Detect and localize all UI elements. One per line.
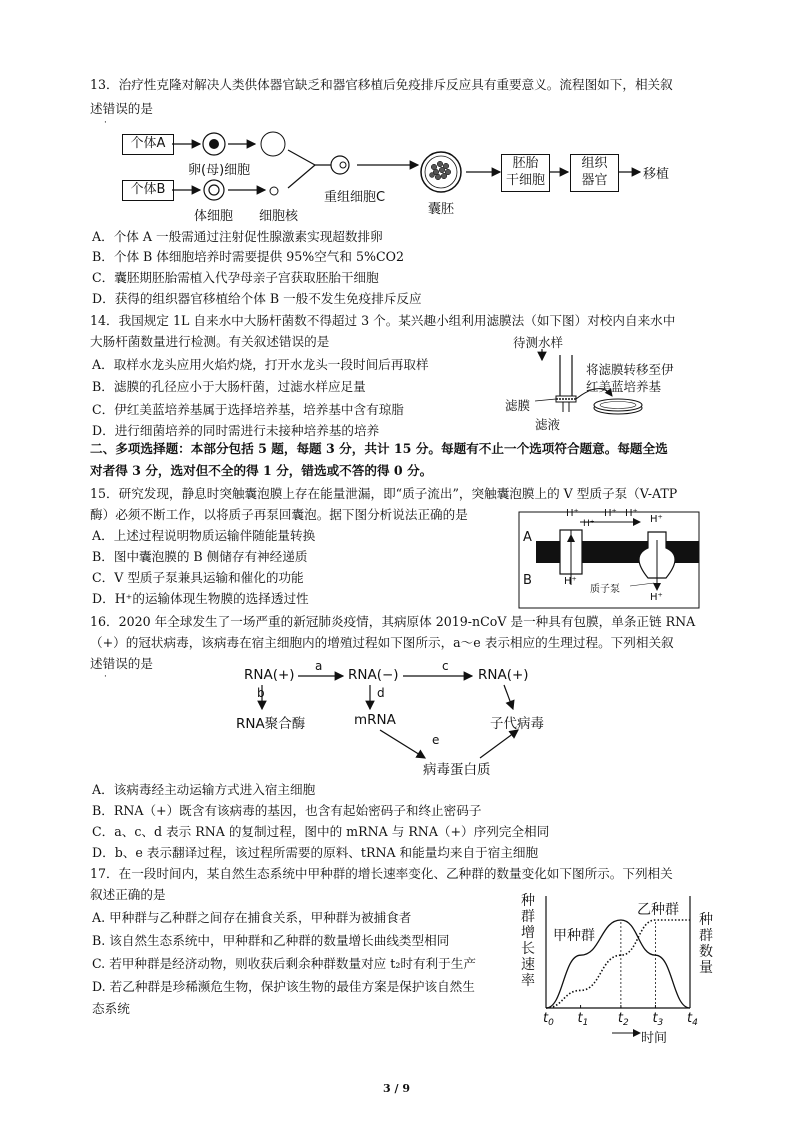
q14-stem-line1: 14．我国规定 1L 自来水中大肠杆菌数不得超过 3 个。某兴趣小组利用滤膜法（如下图）对校内自来水中: [90, 313, 676, 328]
q14-option-c: C．伊红美蓝培养基属于选择培养基，培养基中含有琼脂: [92, 402, 404, 417]
h-ion-label: H⁺: [566, 508, 579, 519]
q17-option-d: D. 若乙种群是珍稀濒危生物，保护该生物的最佳方案是保护该自然生: [92, 979, 475, 994]
h-ion-label: H⁺: [650, 592, 663, 603]
q13-option-d: D．获得的组织器官移植给个体 B 一般不发生免疫排斥反应: [92, 291, 422, 306]
side-b-label: B: [523, 573, 532, 588]
x-axis-label: 时间: [641, 1031, 668, 1046]
emphasis-dot: ·: [104, 672, 107, 682]
rna-plus-progeny-node: RNA(+): [478, 667, 529, 683]
viral-protein-node: 病毒蛋白质: [423, 762, 491, 778]
h-ion-label: H⁺: [583, 519, 595, 529]
es-cell-line1: 胚胎: [512, 156, 539, 171]
q15-option-a: A．上述过程说明物质运输伴随能量转换: [92, 528, 316, 543]
q15-option-c: C．V 型质子泵兼具运输和催化的功能: [92, 570, 304, 585]
h-ion-label: H⁺: [564, 576, 577, 587]
y-right-axis-label: 种群数量: [699, 912, 713, 976]
individual-b-box: 个体B: [122, 180, 174, 201]
x-tick-label: $t_4$: [687, 1011, 698, 1028]
process-b-label: b: [257, 686, 265, 700]
section2-line1: 二、多项选择题：本部分包括 5 题，每题 3 分，共计 15 分。每题有不止一个选项符合题意。每题全选: [90, 441, 668, 456]
q16-option-d: D．b、e 表示翻译过程，该过程所需要的原料、tRNA 和能量均来自于宿主细胞: [92, 845, 539, 860]
q14-option-d: D．进行细菌培养的同时需进行未接种培养基的培养: [92, 423, 380, 438]
individual-a-box: 个体A: [122, 134, 174, 155]
q15-option-d: D．H⁺的运输体现生物膜的选择透过性: [92, 591, 309, 606]
transfer-line2: 红美蓝培养基: [586, 379, 662, 394]
q14-option-a: A．取样水龙头应用火焰灼烧，打开水龙头一段时间后再取样: [92, 357, 429, 372]
x-tick-label: $t_1$: [577, 1011, 589, 1028]
h-ion-label: H⁺: [625, 508, 638, 519]
side-a-label: A: [523, 530, 532, 545]
egg-cell-label: 卵(母)细胞: [188, 163, 251, 178]
rna-minus-node: RNA(−): [348, 667, 399, 683]
blastocyst-label: 囊胚: [428, 202, 455, 217]
rna-polymerase-node: RNA聚合酶: [236, 716, 306, 732]
tissue-line1: 组织: [581, 156, 608, 171]
process-c-label: c: [442, 659, 449, 673]
q15-stem-line2: 酶）必须不断工作，以将质子再泵回囊泡。据下图分析说法正确的是: [90, 507, 468, 522]
q16-option-a: A．该病毒经主动运输方式进入宿主细胞: [92, 782, 316, 797]
x-tick-label: $t_2$: [617, 1011, 629, 1028]
q16-option-b: B．RNA（+）既含有该病毒的基因，也含有起始密码子和终止密码子: [92, 803, 482, 818]
emphasis-dot: ·: [104, 118, 107, 128]
tissue-line2: 器官: [581, 173, 608, 188]
q13-stem-line1: 13．治疗性克隆对解决人类供体器官缺乏和器官移植后免疫排斥反应具有重要意义。流程图如下，相关叙: [90, 77, 673, 92]
somatic-cell-label: 体细胞: [194, 209, 234, 224]
transfer-line1: 将滤膜转移至伊: [586, 362, 674, 377]
pump-label: 质子泵: [590, 584, 620, 595]
progeny-virus-node: 子代病毒: [490, 716, 544, 732]
process-a-label: a: [315, 659, 323, 673]
series-yi-label: 乙种群: [637, 902, 679, 918]
q14-stem-line2: 大肠杆菌数量进行检测。有关叙述错误的是: [90, 334, 330, 349]
process-e-label: e: [432, 733, 440, 747]
q17-option-b: B. 该自然生态系统中，甲种群和乙种群的数量增长曲线类型相同: [92, 933, 450, 948]
h-ion-label: H⁺: [604, 508, 617, 519]
q17-option-d-cont: 态系统: [92, 1001, 130, 1016]
water-sample-label: 待测水样: [513, 335, 564, 350]
process-d-label: d: [377, 686, 385, 700]
recombined-cell-label: 重组细胞C: [324, 190, 386, 205]
h-ion-label: H⁺: [650, 514, 663, 525]
q16-stem-line2: （+）的冠状病毒，该病毒在宿主细胞内的增殖过程如下图所示，a～e 表示相应的生理过程。下列相关叙: [90, 635, 674, 650]
q14-option-b: B．滤膜的孔径应小于大肠杆菌，过滤水样应足量: [92, 379, 366, 394]
membrane-label: 滤膜: [505, 398, 531, 413]
q16-stem-line3: 述错误的是: [90, 656, 153, 671]
rna-plus-node: RNA(+): [244, 667, 295, 683]
q17-stem-line1: 17．在一段时间内，某自然生态系统中甲种群的增长速率变化、乙种群的数量变化如下图所示。下列相关: [90, 866, 673, 881]
q13-stem-line2: 述错误的是: [90, 101, 153, 116]
q17-option-c: C. 若甲种群是经济动物，则收获后剩余种群数量对应 t₂时有利于生产: [92, 956, 476, 971]
q15-stem-line1: 15．研究发现，静息时突触囊泡膜上存在能量泄漏，即“质子流出”，突触囊泡膜上的 V 型质子泵（V-ATP: [90, 486, 678, 501]
q13-option-b: B．个体 B 体细胞培养时需要提供 95%空气和 5%CO2: [92, 249, 404, 264]
q17-stem-line2: 叙述正确的是: [90, 887, 166, 902]
y-left-axis-label: 种群增长速率: [521, 893, 535, 989]
x-tick-label: $t_3$: [652, 1011, 664, 1028]
q17-option-a: A. 甲种群与乙种群之间存在捕食关系，甲种群为被捕食者: [92, 910, 412, 925]
q16-stem-line1: 16．2020 年全球发生了一场严重的新冠肺炎疫情，其病原体 2019-nCoV 是一种具有包膜，单条正链 RNA: [90, 614, 696, 629]
es-cell-line2: 干细胞: [505, 173, 545, 188]
filtrate-label: 滤液: [535, 417, 561, 432]
transplant-label: 移植: [643, 167, 670, 182]
x-tick-label: $t_0$: [543, 1011, 554, 1028]
mrna-node: mRNA: [354, 712, 396, 728]
series-jia-label: 甲种群: [553, 928, 595, 944]
q15-option-b: B．图中囊泡膜的 B 侧储存有神经递质: [92, 549, 308, 564]
section2-line2: 对者得 3 分，选对但不全的得 1 分，错选或不答的得 0 分。: [90, 463, 433, 478]
q16-option-c: C．a、c、d 表示 RNA 的复制过程，图中的 mRNA 与 RNA（+）序列完全相同: [92, 824, 550, 839]
nucleus-label: 细胞核: [259, 209, 299, 224]
q13-option-c: C．囊胚期胚胎需植入代孕母亲子宫获取胚胎干细胞: [92, 270, 379, 285]
q13-option-a: A．个体 A 一般需通过注射促性腺激素实现超数排卵: [92, 229, 383, 244]
page-number: 3 / 9: [383, 1082, 410, 1095]
